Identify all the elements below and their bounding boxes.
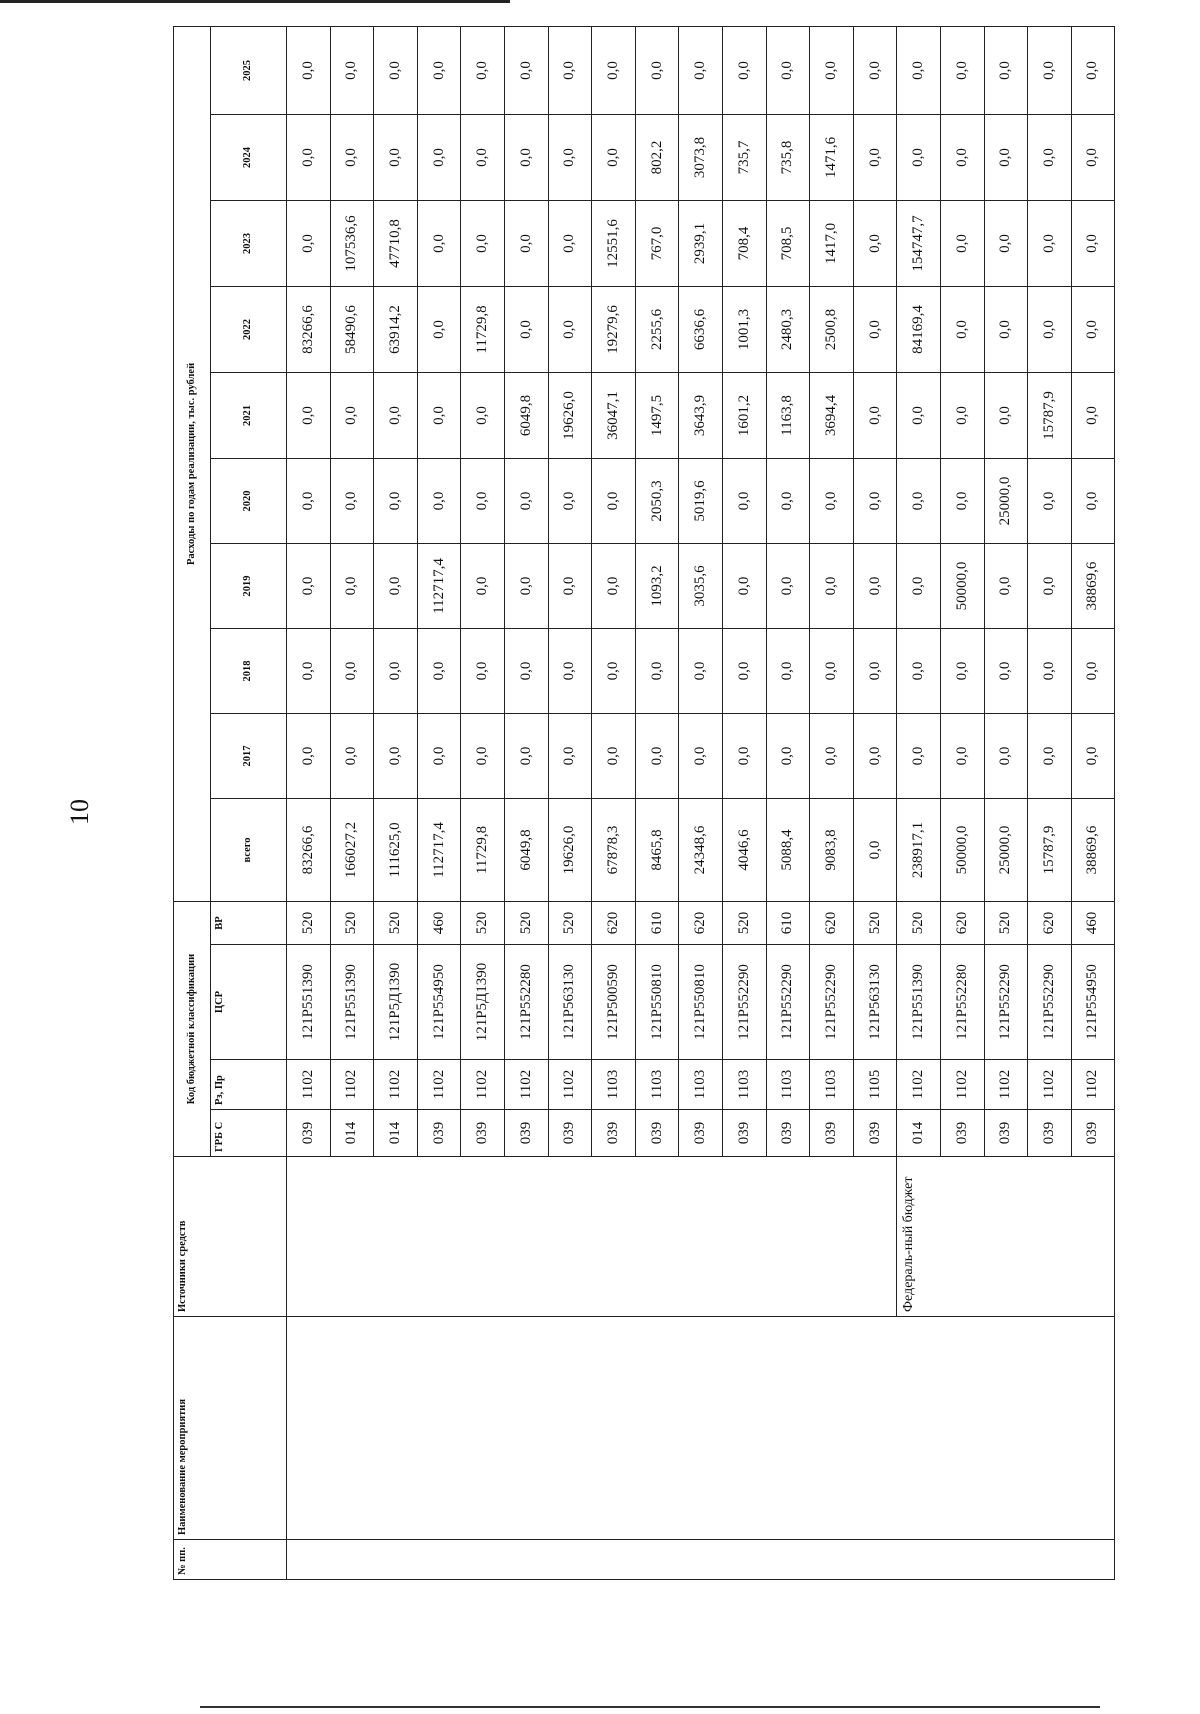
cell-year-value: 0,0 <box>766 26 810 114</box>
cell-rzpr: 1102 <box>374 1060 418 1110</box>
cell-year-value: 0,0 <box>984 372 1028 458</box>
cell-year-value: 154747,7 <box>897 200 941 286</box>
cell-year-value: 0,0 <box>1028 114 1072 200</box>
cell-grbs: 039 <box>679 1110 723 1157</box>
cell-year-value: 0,0 <box>940 628 984 713</box>
blank-num-cell <box>287 1540 1115 1580</box>
cell-csr: 121P563130 <box>853 945 897 1060</box>
cell-year-value: 0,0 <box>461 114 505 200</box>
cell-year-value: 11729,8 <box>461 286 505 372</box>
header-source: Источники средств <box>174 1157 287 1317</box>
cell-year-value: 0,0 <box>374 543 418 628</box>
cell-year-value: 0,0 <box>287 543 331 628</box>
cell-year-value: 0,0 <box>766 713 810 798</box>
cell-total: 5088,4 <box>766 798 810 901</box>
cell-year-value: 0,0 <box>330 114 374 200</box>
cell-year-value: 1471,6 <box>810 114 854 200</box>
cell-rzpr: 1103 <box>766 1060 810 1110</box>
cell-year-value: 0,0 <box>287 114 331 200</box>
cell-grbs: 039 <box>548 1110 592 1157</box>
cell-year-value: 0,0 <box>897 543 941 628</box>
source-federal-budget: Федераль-ный бюджет <box>897 1157 1115 1317</box>
cell-year-value: 0,0 <box>940 26 984 114</box>
cell-year-value: 0,0 <box>461 713 505 798</box>
cell-year-value: 0,0 <box>984 114 1028 200</box>
cell-vr: 460 <box>417 901 461 944</box>
cell-rzpr: 1102 <box>984 1060 1028 1110</box>
cell-total: 6049,8 <box>504 798 548 901</box>
cell-year-value: 0,0 <box>1071 458 1115 543</box>
cell-year-value: 0,0 <box>330 458 374 543</box>
cell-year-value: 0,0 <box>461 26 505 114</box>
cell-year-value: 1497,5 <box>635 372 679 458</box>
cell-year-value: 0,0 <box>1071 200 1115 286</box>
cell-year-value: 15787,9 <box>1028 372 1072 458</box>
cell-rzpr: 1102 <box>330 1060 374 1110</box>
cell-rzpr: 1102 <box>548 1060 592 1110</box>
cell-year-value: 3035,6 <box>679 543 723 628</box>
cell-grbs: 039 <box>766 1110 810 1157</box>
cell-grbs: 014 <box>374 1110 418 1157</box>
cell-csr: 121P500590 <box>592 945 636 1060</box>
cell-year-value: 0,0 <box>940 114 984 200</box>
cell-year-value: 0,0 <box>766 628 810 713</box>
cell-vr: 610 <box>766 901 810 944</box>
cell-rzpr: 1102 <box>417 1060 461 1110</box>
header-vr: ВР <box>211 901 287 944</box>
rotated-table-wrapper <box>173 37 1104 1580</box>
cell-year-value: 0,0 <box>897 26 941 114</box>
cell-csr: 121P552290 <box>766 945 810 1060</box>
cell-year-value: 0,0 <box>1028 286 1072 372</box>
cell-csr: 121P552280 <box>504 945 548 1060</box>
cell-total: 67878,3 <box>592 798 636 901</box>
cell-vr: 520 <box>461 901 505 944</box>
cell-year-value: 0,0 <box>287 26 331 114</box>
header-year: 2022 <box>211 286 287 372</box>
cell-grbs: 039 <box>592 1110 636 1157</box>
cell-year-value: 0,0 <box>592 628 636 713</box>
cell-year-value: 0,0 <box>984 200 1028 286</box>
cell-csr: 121P550810 <box>635 945 679 1060</box>
cell-year-value: 0,0 <box>548 286 592 372</box>
cell-year-value: 0,0 <box>287 458 331 543</box>
cell-year-value: 0,0 <box>504 286 548 372</box>
cell-year-value: 0,0 <box>592 458 636 543</box>
header-csr: ЦСР <box>211 945 287 1060</box>
cell-year-value: 2480,3 <box>766 286 810 372</box>
cell-year-value: 0,0 <box>897 114 941 200</box>
cell-year-value: 0,0 <box>984 628 1028 713</box>
cell-total: 238917,1 <box>897 798 941 901</box>
cell-grbs: 039 <box>984 1110 1028 1157</box>
cell-year-value: 0,0 <box>417 200 461 286</box>
cell-rzpr: 1102 <box>461 1060 505 1110</box>
cell-year-value: 112717,4 <box>417 543 461 628</box>
cell-vr: 520 <box>897 901 941 944</box>
header-year: 2018 <box>211 628 287 713</box>
cell-year-value: 0,0 <box>461 458 505 543</box>
cell-year-value: 0,0 <box>548 114 592 200</box>
cell-year-value: 0,0 <box>853 114 897 200</box>
cell-year-value: 0,0 <box>417 372 461 458</box>
cell-year-value: 0,0 <box>766 543 810 628</box>
cell-year-value: 0,0 <box>984 26 1028 114</box>
cell-csr: 121P552290 <box>810 945 854 1060</box>
cell-year-value: 0,0 <box>679 628 723 713</box>
cell-year-value: 0,0 <box>592 713 636 798</box>
header-expenses: Расходы по годам реализации, тыс. рублей <box>174 26 211 901</box>
cell-year-value: 0,0 <box>504 713 548 798</box>
cell-vr: 520 <box>722 901 766 944</box>
cell-year-value: 0,0 <box>722 713 766 798</box>
blank-source-cell <box>287 1157 897 1317</box>
cell-year-value: 0,0 <box>330 543 374 628</box>
cell-year-value: 735,8 <box>766 114 810 200</box>
cell-year-value: 0,0 <box>504 200 548 286</box>
cell-grbs: 039 <box>1071 1110 1115 1157</box>
cell-year-value: 0,0 <box>548 26 592 114</box>
cell-csr: 121P552290 <box>984 945 1028 1060</box>
header-year: 2025 <box>211 26 287 114</box>
cell-csr: 121P552290 <box>722 945 766 1060</box>
cell-year-value: 0,0 <box>287 200 331 286</box>
cell-year-value: 2050,3 <box>635 458 679 543</box>
cell-csr: 121P5Д1390 <box>374 945 418 1060</box>
cell-grbs: 039 <box>940 1110 984 1157</box>
cell-vr: 620 <box>1028 901 1072 944</box>
cell-grbs: 039 <box>722 1110 766 1157</box>
cell-year-value: 0,0 <box>810 458 854 543</box>
cell-total: 0,0 <box>853 798 897 901</box>
cell-year-value: 0,0 <box>374 713 418 798</box>
header-name: Наименование мероприятия <box>174 1317 287 1540</box>
cell-total: 166027,2 <box>330 798 374 901</box>
cell-total: 19626,0 <box>548 798 592 901</box>
cell-year-value: 0,0 <box>635 26 679 114</box>
cell-year-value: 0,0 <box>1028 458 1072 543</box>
cell-year-value: 0,0 <box>897 628 941 713</box>
cell-csr: 121P551390 <box>330 945 374 1060</box>
cell-csr: 121P551390 <box>287 945 331 1060</box>
cell-grbs: 039 <box>417 1110 461 1157</box>
cell-year-value: 12551,6 <box>592 200 636 286</box>
cell-grbs: 039 <box>635 1110 679 1157</box>
cell-total: 9083,8 <box>810 798 854 901</box>
cell-year-value: 0,0 <box>548 458 592 543</box>
cell-rzpr: 1102 <box>1071 1060 1115 1110</box>
cell-year-value: 0,0 <box>1071 286 1115 372</box>
header-rzpr: Рз, Пр <box>211 1060 287 1110</box>
header-year: 2019 <box>211 543 287 628</box>
cell-vr: 520 <box>548 901 592 944</box>
cell-year-value: 0,0 <box>287 713 331 798</box>
cell-year-value: 2255,6 <box>635 286 679 372</box>
top-rule <box>0 0 510 3</box>
cell-year-value: 767,0 <box>635 200 679 286</box>
cell-year-value: 0,0 <box>897 458 941 543</box>
header-budget-code: Код бюджетной классификации <box>174 901 211 1156</box>
cell-year-value: 0,0 <box>853 713 897 798</box>
cell-year-value: 0,0 <box>417 286 461 372</box>
cell-grbs: 039 <box>810 1110 854 1157</box>
cell-vr: 520 <box>330 901 374 944</box>
cell-year-value: 0,0 <box>1071 372 1115 458</box>
cell-csr: 121P552290 <box>1028 945 1072 1060</box>
cell-rzpr: 1105 <box>853 1060 897 1110</box>
cell-year-value: 3073,8 <box>679 114 723 200</box>
cell-year-value: 0,0 <box>417 628 461 713</box>
cell-year-value: 0,0 <box>722 458 766 543</box>
cell-vr: 520 <box>853 901 897 944</box>
cell-grbs: 014 <box>330 1110 374 1157</box>
cell-year-value: 0,0 <box>1028 200 1072 286</box>
cell-rzpr: 1102 <box>504 1060 548 1110</box>
cell-year-value: 2939,1 <box>679 200 723 286</box>
cell-year-value: 3643,9 <box>679 372 723 458</box>
cell-vr: 610 <box>635 901 679 944</box>
cell-rzpr: 1102 <box>940 1060 984 1110</box>
cell-year-value: 0,0 <box>504 114 548 200</box>
cell-vr: 520 <box>984 901 1028 944</box>
cell-year-value: 0,0 <box>548 200 592 286</box>
cell-year-value: 0,0 <box>810 713 854 798</box>
cell-year-value: 0,0 <box>461 543 505 628</box>
cell-year-value: 36047,1 <box>592 372 636 458</box>
cell-year-value: 0,0 <box>504 458 548 543</box>
cell-year-value: 0,0 <box>1028 628 1072 713</box>
cell-year-value: 802,2 <box>635 114 679 200</box>
cell-year-value: 0,0 <box>374 114 418 200</box>
cell-year-value: 708,5 <box>766 200 810 286</box>
cell-year-value: 0,0 <box>330 713 374 798</box>
cell-csr: 121P5Д1390 <box>461 945 505 1060</box>
cell-year-value: 0,0 <box>374 372 418 458</box>
cell-year-value: 0,0 <box>984 713 1028 798</box>
cell-year-value: 47710,8 <box>374 200 418 286</box>
cell-year-value: 0,0 <box>417 458 461 543</box>
cell-year-value: 735,7 <box>722 114 766 200</box>
cell-year-value: 0,0 <box>853 458 897 543</box>
cell-vr: 520 <box>287 901 331 944</box>
cell-year-value: 0,0 <box>1071 713 1115 798</box>
cell-year-value: 0,0 <box>984 543 1028 628</box>
cell-total: 4046,6 <box>722 798 766 901</box>
cell-total: 25000,0 <box>984 798 1028 901</box>
header-year: 2017 <box>211 713 287 798</box>
cell-csr: 121P551390 <box>897 945 941 1060</box>
cell-total: 83266,6 <box>287 798 331 901</box>
cell-year-value: 0,0 <box>1028 26 1072 114</box>
cell-total: 50000,0 <box>940 798 984 901</box>
cell-vr: 620 <box>592 901 636 944</box>
cell-year-value: 19279,6 <box>592 286 636 372</box>
cell-grbs: 039 <box>461 1110 505 1157</box>
cell-year-value: 6636,6 <box>679 286 723 372</box>
table-row <box>287 26 331 1579</box>
cell-vr: 620 <box>940 901 984 944</box>
cell-year-value: 0,0 <box>548 628 592 713</box>
cell-year-value: 0,0 <box>374 26 418 114</box>
cell-csr: 121P563130 <box>548 945 592 1060</box>
cell-grbs: 014 <box>897 1110 941 1157</box>
cell-grbs: 039 <box>1028 1110 1072 1157</box>
cell-year-value: 0,0 <box>766 458 810 543</box>
cell-csr: 121P550810 <box>679 945 723 1060</box>
cell-year-value: 0,0 <box>679 26 723 114</box>
cell-year-value: 0,0 <box>592 543 636 628</box>
cell-year-value: 0,0 <box>853 286 897 372</box>
cell-year-value: 38869,6 <box>1071 543 1115 628</box>
cell-rzpr: 1102 <box>897 1060 941 1110</box>
cell-year-value: 0,0 <box>635 713 679 798</box>
budget-table <box>173 26 1115 1580</box>
cell-total: 24348,6 <box>679 798 723 901</box>
cell-year-value: 0,0 <box>810 26 854 114</box>
cell-year-value: 6049,8 <box>504 372 548 458</box>
cell-year-value: 0,0 <box>461 200 505 286</box>
cell-year-value: 0,0 <box>940 372 984 458</box>
header-year: 2020 <box>211 458 287 543</box>
cell-year-value: 0,0 <box>810 543 854 628</box>
cell-year-value: 0,0 <box>592 26 636 114</box>
cell-year-value: 0,0 <box>374 628 418 713</box>
cell-total: 111625,0 <box>374 798 418 901</box>
cell-rzpr: 1103 <box>679 1060 723 1110</box>
cell-csr: 121P552280 <box>940 945 984 1060</box>
cell-year-value: 0,0 <box>722 26 766 114</box>
cell-total: 38869,6 <box>1071 798 1115 901</box>
cell-year-value: 63914,2 <box>374 286 418 372</box>
cell-year-value: 0,0 <box>635 628 679 713</box>
cell-year-value: 0,0 <box>810 628 854 713</box>
cell-year-value: 0,0 <box>853 26 897 114</box>
cell-year-value: 0,0 <box>461 628 505 713</box>
cell-year-value: 0,0 <box>548 713 592 798</box>
header-grbs: ГРБ С <box>211 1110 287 1157</box>
cell-year-value: 0,0 <box>1071 114 1115 200</box>
cell-year-value: 0,0 <box>853 628 897 713</box>
cell-year-value: 25000,0 <box>984 458 1028 543</box>
cell-year-value: 58490,6 <box>330 286 374 372</box>
cell-year-value: 0,0 <box>940 713 984 798</box>
header-year: 2021 <box>211 372 287 458</box>
cell-year-value: 0,0 <box>897 713 941 798</box>
cell-vr: 520 <box>504 901 548 944</box>
cell-year-value: 0,0 <box>940 286 984 372</box>
cell-rzpr: 1103 <box>635 1060 679 1110</box>
cell-year-value: 19626,0 <box>548 372 592 458</box>
cell-year-value: 0,0 <box>417 114 461 200</box>
cell-csr: 121P554950 <box>1071 945 1115 1060</box>
cell-year-value: 1093,2 <box>635 543 679 628</box>
cell-year-value: 0,0 <box>330 26 374 114</box>
cell-year-value: 0,0 <box>461 372 505 458</box>
header-year: 2024 <box>211 114 287 200</box>
cell-year-value: 0,0 <box>853 543 897 628</box>
cell-year-value: 0,0 <box>940 458 984 543</box>
cell-year-value: 0,0 <box>722 628 766 713</box>
cell-year-value: 1417,0 <box>810 200 854 286</box>
cell-year-value: 0,0 <box>287 372 331 458</box>
cell-year-value: 0,0 <box>1071 628 1115 713</box>
blank-name-cell <box>287 1317 1115 1540</box>
cell-vr: 520 <box>374 901 418 944</box>
bottom-rule <box>200 1706 1100 1708</box>
cell-csr: 121P554950 <box>417 945 461 1060</box>
cell-year-value: 0,0 <box>417 26 461 114</box>
cell-rzpr: 1103 <box>722 1060 766 1110</box>
cell-year-value: 2500,8 <box>810 286 854 372</box>
cell-year-value: 50000,0 <box>940 543 984 628</box>
cell-year-value: 708,4 <box>722 200 766 286</box>
header-total: всего <box>211 798 287 901</box>
cell-rzpr: 1102 <box>1028 1060 1072 1110</box>
cell-vr: 620 <box>679 901 723 944</box>
cell-year-value: 83266,6 <box>287 286 331 372</box>
cell-year-value: 0,0 <box>504 628 548 713</box>
cell-year-value: 0,0 <box>722 543 766 628</box>
cell-year-value: 0,0 <box>417 713 461 798</box>
cell-year-value: 0,0 <box>984 286 1028 372</box>
cell-year-value: 1601,2 <box>722 372 766 458</box>
cell-year-value: 0,0 <box>679 713 723 798</box>
cell-vr: 620 <box>810 901 854 944</box>
cell-year-value: 107536,6 <box>330 200 374 286</box>
cell-year-value: 0,0 <box>287 628 331 713</box>
cell-year-value: 84169,4 <box>897 286 941 372</box>
cell-total: 112717,4 <box>417 798 461 901</box>
cell-rzpr: 1103 <box>810 1060 854 1110</box>
cell-year-value: 1001,3 <box>722 286 766 372</box>
cell-year-value: 0,0 <box>374 458 418 543</box>
cell-grbs: 039 <box>853 1110 897 1157</box>
cell-year-value: 3694,4 <box>810 372 854 458</box>
cell-total: 11729,8 <box>461 798 505 901</box>
cell-year-value: 0,0 <box>853 200 897 286</box>
cell-rzpr: 1102 <box>287 1060 331 1110</box>
cell-grbs: 039 <box>504 1110 548 1157</box>
cell-year-value: 0,0 <box>1071 26 1115 114</box>
cell-total: 8465,8 <box>635 798 679 901</box>
cell-year-value: 0,0 <box>853 372 897 458</box>
cell-year-value: 0,0 <box>940 200 984 286</box>
cell-year-value: 5019,6 <box>679 458 723 543</box>
cell-year-value: 0,0 <box>504 543 548 628</box>
cell-year-value: 0,0 <box>1028 713 1072 798</box>
cell-grbs: 039 <box>287 1110 331 1157</box>
cell-year-value: 0,0 <box>548 543 592 628</box>
cell-rzpr: 1103 <box>592 1060 636 1110</box>
cell-year-value: 0,0 <box>330 628 374 713</box>
header-num: № пп. <box>174 1540 287 1580</box>
page-number: 10 <box>65 799 94 825</box>
header-year: 2023 <box>211 200 287 286</box>
cell-year-value: 0,0 <box>897 372 941 458</box>
cell-year-value: 0,0 <box>330 372 374 458</box>
cell-total: 15787,9 <box>1028 798 1072 901</box>
cell-year-value: 0,0 <box>592 114 636 200</box>
cell-year-value: 0,0 <box>1028 543 1072 628</box>
cell-year-value: 1163,8 <box>766 372 810 458</box>
cell-vr: 460 <box>1071 901 1115 944</box>
cell-year-value: 0,0 <box>504 26 548 114</box>
